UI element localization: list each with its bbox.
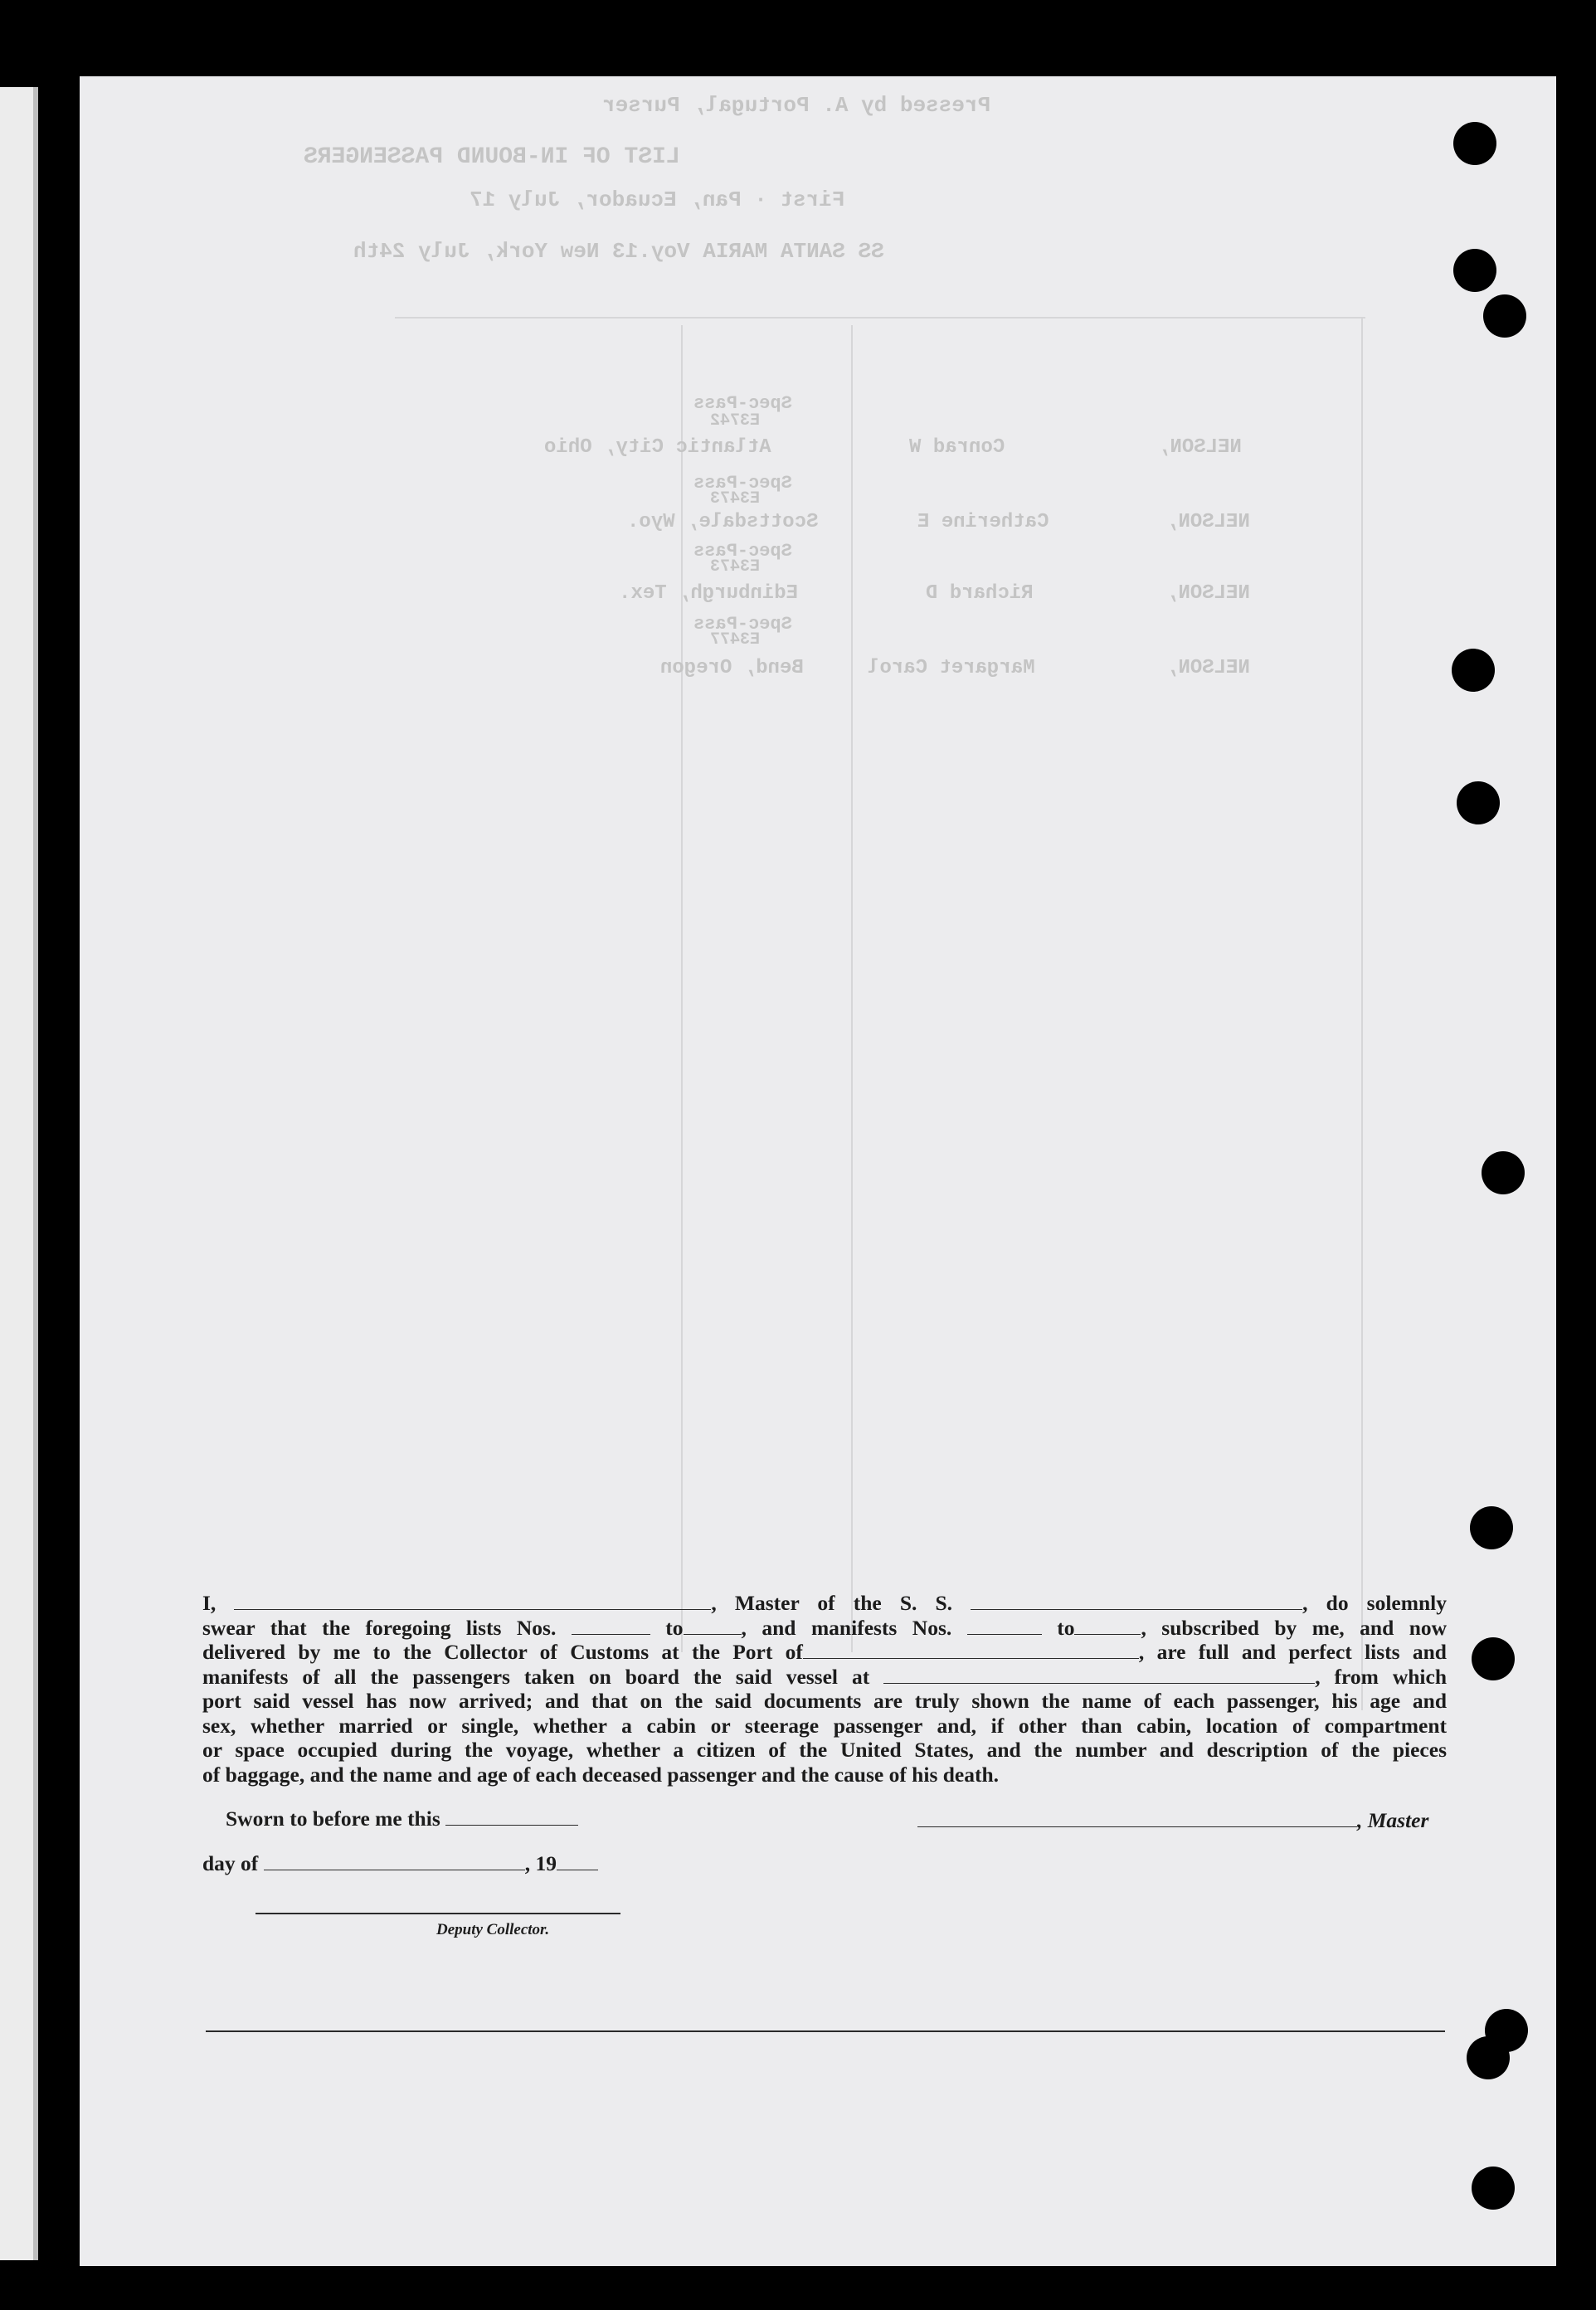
day-of-label: day of	[202, 1851, 259, 1875]
oath-text: , Master of the S. S.	[711, 1591, 953, 1615]
oath-text: , subscribed by me, and now	[1141, 1615, 1448, 1640]
binder-hole	[1467, 2036, 1510, 2079]
oath-text: , and manifests Nos.	[741, 1615, 952, 1640]
master-name-field[interactable]	[234, 1593, 711, 1610]
binder-hole	[1482, 1151, 1525, 1194]
sworn-day-field[interactable]	[445, 1808, 578, 1826]
ship-name-field[interactable]	[971, 1593, 1302, 1610]
bleed-passenger-name: Margaret Carol	[868, 657, 1035, 679]
deputy-collector-label: Deputy Collector.	[436, 1921, 550, 1938]
sworn-label: Sworn to before me this	[226, 1807, 440, 1831]
oath-text: to	[1057, 1615, 1075, 1640]
oath-line-6: sex, whether married or single, whether a cabin or steerage passenger and, if other than cabin, location of compartment	[202, 1713, 1447, 1738]
binder-hole	[1453, 249, 1496, 292]
oath-line-3	[202, 1640, 1447, 1665]
year-label: , 19	[524, 1851, 557, 1875]
oath-line-7: or space occupied during the voyage, whether a citizen of the United States, and the number and description of the pieces	[202, 1738, 1447, 1762]
bleed-passenger-name: Catherine E	[917, 511, 1049, 533]
oath-line-1	[202, 1591, 1447, 1616]
oath-text: delivered by me to the Collector of Customs at the Port of	[202, 1640, 803, 1664]
bleed-passenger-name: Conrad W	[909, 436, 1005, 459]
binder-hole	[1453, 122, 1496, 165]
oath-line-8: of baggage, and the name and age of each deceased passenger and the cause of his death.	[202, 1762, 1000, 1787]
bleed-row-line	[395, 317, 1365, 319]
bleed-passenger-code: Spec-Pass	[693, 541, 792, 562]
oath-paragraph	[202, 1591, 1447, 1787]
bleed-passenger-residence: Edinburgh, Tex.	[619, 582, 799, 605]
oath-text: manifests of all the passengers taken on board the said vessel at	[202, 1664, 870, 1689]
oath-text: , do solemnly	[1302, 1591, 1448, 1615]
date-line	[202, 1851, 598, 1876]
binder-hole	[1472, 2167, 1515, 2210]
oath-line-5: port said vessel has now arrived; and that on the said documents are truly shown the name of each passenger, his age and	[202, 1689, 1447, 1713]
oath-text: to	[665, 1615, 684, 1640]
year-field[interactable]	[557, 1853, 598, 1870]
master-signature-line	[917, 1808, 1428, 1833]
bleed-column-line	[1361, 317, 1363, 1710]
oath-text: , from which	[1315, 1664, 1448, 1689]
deputy-signature-rule[interactable]	[255, 1913, 620, 1914]
bleed-passenger-residence: Bend, Oregon	[660, 657, 804, 679]
bleed-passenger-code: Spec-Pass	[693, 393, 792, 414]
bleed-header-line: LIST OF IN-BOUND PASSENGERS	[304, 144, 680, 170]
bleed-header-line: Pressed by A. Portugal, Purser	[602, 93, 991, 118]
bleed-passenger-number: E3473	[710, 557, 761, 576]
scanner-edge-strip	[0, 87, 33, 2260]
bleed-passenger-number: E3473	[710, 489, 761, 508]
oath-text: I,	[202, 1591, 217, 1615]
binder-hole	[1452, 649, 1495, 692]
oath-text: , are full and perfect lists and	[1138, 1640, 1447, 1664]
lists-to-field[interactable]	[684, 1617, 742, 1635]
binder-hole	[1483, 294, 1526, 338]
port-field[interactable]	[803, 1641, 1139, 1659]
manifests-from-field[interactable]	[967, 1617, 1042, 1635]
manifests-to-field[interactable]	[1074, 1617, 1141, 1635]
oath-text: swear that the foregoing lists Nos.	[202, 1615, 557, 1640]
bleed-passenger-code: Spec-Pass	[693, 473, 792, 494]
page-bottom-rule	[206, 2030, 1445, 2032]
bleed-passenger-name: Richard D	[926, 582, 1034, 605]
bleed-passenger-code: Spec-Pass	[693, 614, 792, 635]
lists-from-field[interactable]	[572, 1617, 650, 1635]
bleed-header-line: SS SANTA MARIA Voy.13 New York, July 24th	[353, 239, 884, 264]
month-field[interactable]	[264, 1853, 525, 1870]
manifest-page	[80, 76, 1556, 2266]
bleed-column-line	[851, 325, 853, 1652]
bleed-passenger-name: NELSON,	[1166, 511, 1250, 533]
bleed-passenger-name: NELSON,	[1158, 436, 1242, 459]
sworn-line	[226, 1807, 578, 1831]
bleed-passenger-name: NELSON,	[1166, 582, 1250, 605]
binder-hole	[1470, 1506, 1513, 1549]
scanner-edge-shadow	[33, 87, 38, 2260]
bleed-passenger-number: E3477	[710, 630, 761, 649]
oath-line-2	[202, 1616, 1447, 1641]
oath-line-4	[202, 1665, 1447, 1690]
embarkation-port-field[interactable]	[883, 1666, 1315, 1684]
bleed-header-line: First · Pan, Ecuador, July 17	[470, 187, 845, 212]
bleed-passenger-number: E3742	[710, 411, 761, 430]
master-label: , Master	[1357, 1808, 1429, 1832]
bleed-passenger-residence: Atlantic City, Ohio	[544, 436, 771, 459]
master-signature-field[interactable]	[917, 1810, 1357, 1827]
bleed-passenger-name: NELSON,	[1166, 657, 1250, 679]
binder-hole	[1457, 781, 1500, 824]
binder-hole	[1472, 1637, 1515, 1680]
bleed-passenger-residence: Scottsdale, Wyo.	[627, 511, 819, 533]
